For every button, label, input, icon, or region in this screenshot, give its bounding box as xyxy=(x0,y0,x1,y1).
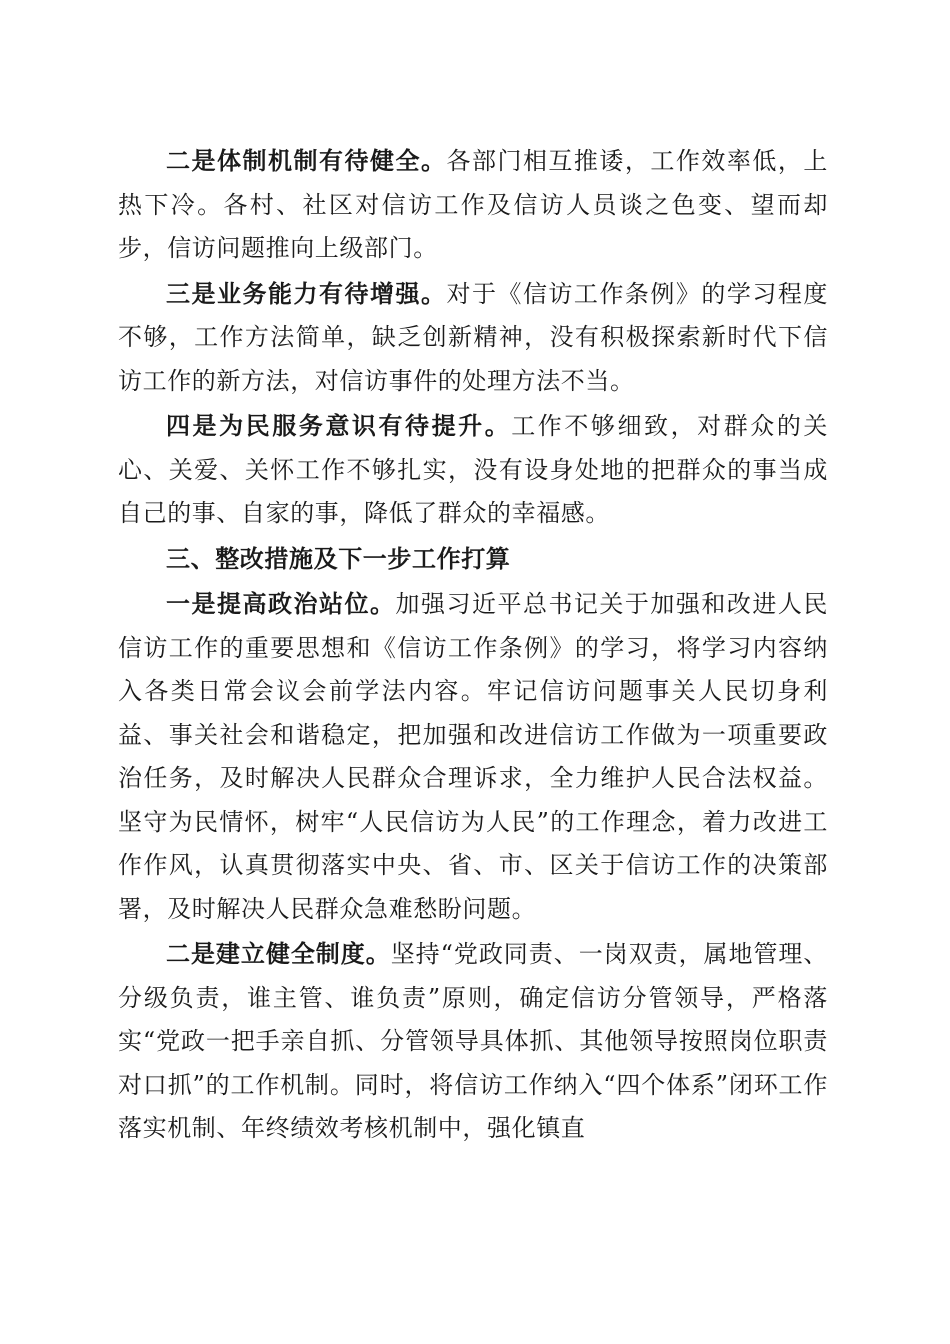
paragraph-lead: 四是为民服务意识有待提升。 xyxy=(166,412,512,440)
paragraph-build-system xyxy=(118,933,828,1151)
paragraph-lead: 一是提高政治站位。 xyxy=(166,590,396,618)
paragraph-lead: 三是业务能力有待增强。 xyxy=(166,279,447,308)
paragraph-text: 对于《信访工作条例》的学习程度不够，工作方法简单，缺乏创新精神，没有积极探索新时代下信访工作的新方法，对信访事件的处理方法不当。 xyxy=(118,279,828,395)
document-body xyxy=(118,140,828,1151)
paragraph-business-ability xyxy=(118,273,828,404)
paragraph-lead: 二是体制机制有待健全。 xyxy=(166,147,447,175)
paragraph-text: 坚持“党政同责、一岗双责，属地管理、分级负责，谁主管、谁负责”原则，确定信访分管领导，严格落实“党政一把手亲自抓、分管领导具体抓、其他领导按照岗位职责对口抓”的工作机制。同时，将信访工作纳入“四个体系”闭环工作落实机制、年终绩效考核机制中，强化镇直 xyxy=(118,940,828,1142)
section-heading: 三、整改措施及下一步工作打算 xyxy=(166,544,511,573)
paragraph-institutional-mechanism xyxy=(118,140,828,271)
paragraph-text: 各部门相互推诿，工作效率低，上热下冷。各村、社区对信访工作及信访人员谈之色变、望而却步，信访问题推向上级部门。 xyxy=(118,147,828,262)
paragraph-text: 加强习近平总书记关于加强和改进人民信访工作的重要思想和《信访工作条例》的学习，将学习内容纳入各类日常会议会前学法内容。牢记信访问题事关人民切身利益、事关社会和谐稳定，把加强和改进信访工作做为一项重要政治任务，及时解决人民群众合理诉求，全力维护人民合法权益。坚守为民情怀，树牢“人民信访为人民”的工作理念，着力改进工作作风，认真贯彻落实中央、省、市、区关于信访工作的决策部署，及时解决人民群众急难愁盼问题。 xyxy=(118,590,828,923)
paragraph-political-stance xyxy=(118,583,828,931)
paragraph-text: 工作不够细致，对群众的关心、关爱、关怀工作不够扎实，没有设身处地的把群众的事当成自己的事、自家的事，降低了群众的幸福感。 xyxy=(118,412,828,527)
paragraph-lead: 二是建立健全制度。 xyxy=(166,940,391,968)
paragraph-service-awareness xyxy=(118,405,828,536)
